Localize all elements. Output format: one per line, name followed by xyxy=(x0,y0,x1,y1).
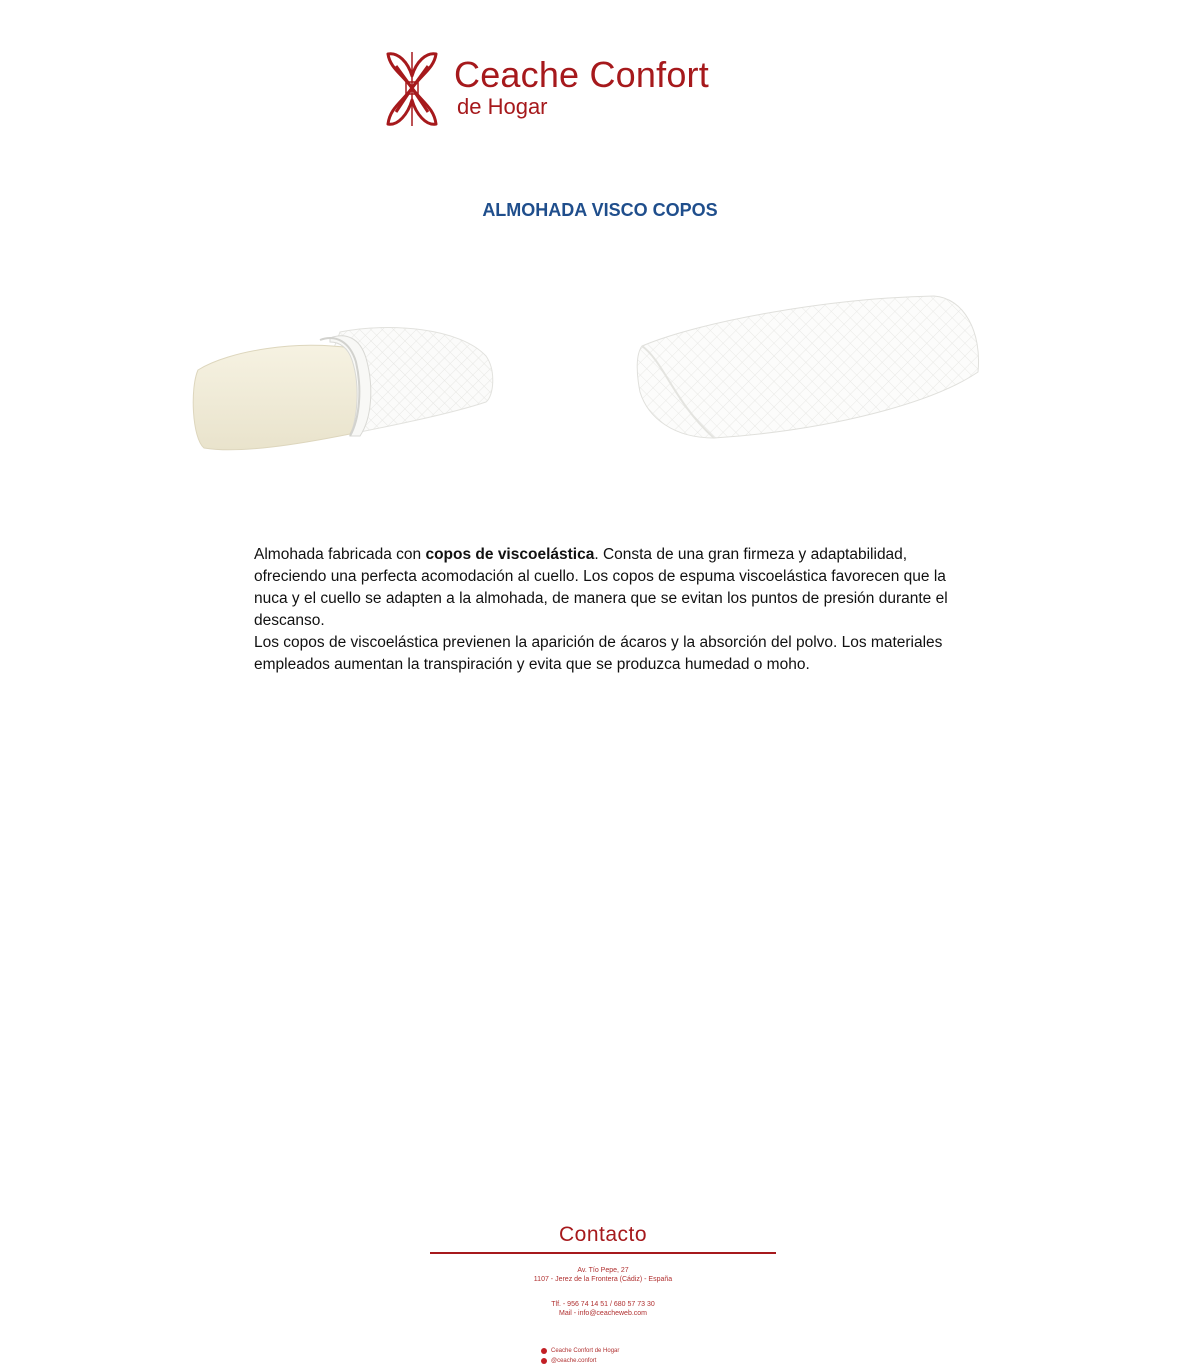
brand-name: Ceache Confort xyxy=(454,54,709,95)
contact-phone-mail xyxy=(430,1300,776,1318)
product-description xyxy=(254,544,954,676)
contact-phone: Tlf. - 956 74 14 51 / 680 57 73 30 xyxy=(551,1301,655,1308)
pillow-image xyxy=(634,292,984,442)
contact-address xyxy=(430,1266,776,1284)
instagram-link[interactable] xyxy=(541,1356,619,1366)
facebook-label: Ceache Confort de Hogar xyxy=(551,1348,620,1354)
description-paragraph-1 xyxy=(254,544,954,632)
contact-mail[interactable]: Mail - info@ceacheweb.com xyxy=(558,1310,648,1317)
description-bold-text: copos de viscoelástica xyxy=(425,546,595,563)
facebook-icon xyxy=(541,1348,547,1354)
contact-section xyxy=(430,1222,776,1318)
instagram-label: @ceache.confort xyxy=(551,1358,597,1364)
brand-logo xyxy=(384,46,764,132)
facebook-link[interactable] xyxy=(541,1346,619,1356)
instagram-icon xyxy=(541,1358,547,1364)
contact-title: Contacto xyxy=(558,1223,648,1246)
address-line-1: Av. Tío Pepe, 27 xyxy=(577,1267,629,1274)
description-text: . Consta de una gran firmeza y adaptabilidad, ofreciendo una perfecta acomodación al cuello. Los copos de espuma viscoelástica favorecen que la nuca y el cuello se adapten a la almohada, de manera que se evitan los puntos de presión durante el descanso. xyxy=(254,546,948,629)
description-text: Almohada fabricada con xyxy=(254,546,426,563)
social-links xyxy=(541,1346,619,1366)
pillow-with-cover-image xyxy=(190,318,500,456)
brand-subtitle: de Hogar xyxy=(457,94,548,119)
contact-divider xyxy=(430,1252,776,1254)
description-paragraph-2: Los copos de viscoelástica previenen la aparición de ácaros y la absorción del polvo. Los materiales empleados aumentan la transpiración y evita que se produzca humedad o moho. xyxy=(254,634,943,673)
butterfly-logo-icon xyxy=(384,46,440,130)
address-line-2: 1107 - Jerez de la Frontera (Cádiz) - España xyxy=(533,1276,673,1283)
product-title: ALMOHADA VISCO COPOS xyxy=(482,200,718,220)
